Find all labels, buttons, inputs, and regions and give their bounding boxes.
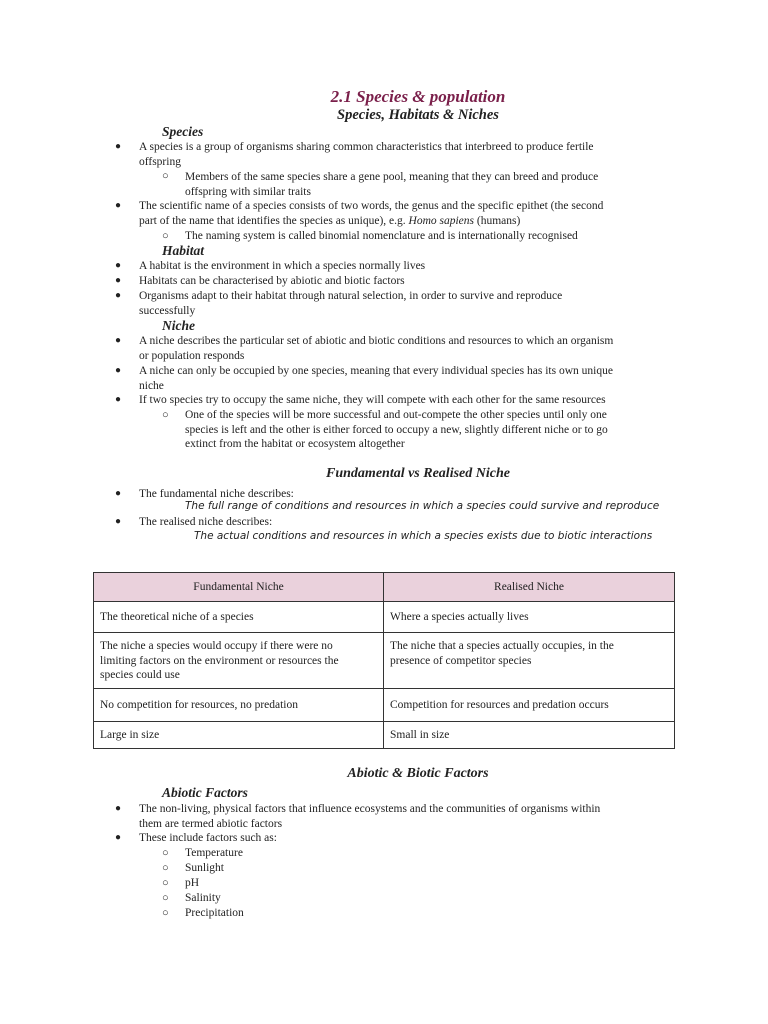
- niche-bullet-2: A niche can only be occupied by one species, meaning that every individual species has its own unique niche: [139, 365, 613, 392]
- table-cell: Competition for resources and predation occurs: [384, 689, 675, 722]
- table-cell: The niche a species would occupy if there were no limiting factors on the environment or resources the species could use: [94, 633, 384, 689]
- species-heading: Species: [162, 124, 204, 139]
- bullet: ●: [115, 141, 122, 152]
- table-cell: Large in size: [94, 722, 384, 749]
- niche-bullet-1: A niche describes the particular set of abiotic and biotic conditions and resources to which an organism or population responds: [139, 335, 614, 362]
- table-header-realised: Realised Niche: [384, 573, 675, 602]
- niche-comparison-table: [93, 572, 675, 749]
- abiotic-biotic-heading: Abiotic & Biotic Factors: [347, 766, 489, 781]
- sub-bullet: ○: [162, 907, 169, 919]
- table-row: [94, 689, 675, 722]
- factor-item: Salinity: [185, 892, 221, 904]
- abiotic-bullet-1: The non-living, physical factors that influence ecosystems and the communities of organisms within them are termed abiotic factors: [139, 803, 601, 830]
- realised-definition: The actual conditions and resources in which a species exists due to biotic interactions: [194, 530, 653, 542]
- niche-bullet-3: If two species try to occupy the same niche, they will compete with each other for the same resources: [139, 394, 606, 406]
- bullet: ●: [115, 275, 122, 286]
- bullet: ●: [115, 832, 122, 843]
- habitat-bullet-2: Habitats can be characterised by abiotic and biotic factors: [139, 275, 405, 287]
- fundamental-definition: The full range of conditions and resources in which a species could survive and reproduce: [185, 500, 660, 512]
- bullet: ●: [115, 335, 122, 346]
- species-bullet-2: The scientific name of a species consists of two words, the genus and the specific epithet (the second part of the name that identifies the species as unique), e.g. Homo sapiens (humans): [139, 200, 604, 227]
- sub-bullet: ○: [162, 877, 169, 889]
- table-cell: Small in size: [384, 722, 675, 749]
- fundamental-heading: Fundamental vs Realised Niche: [326, 466, 510, 481]
- factor-item: Precipitation: [185, 907, 244, 919]
- factor-item: Temperature: [185, 847, 243, 859]
- bullet: ●: [115, 516, 122, 527]
- table-row: [94, 633, 675, 689]
- table-row: [94, 722, 675, 749]
- bullet: ●: [115, 365, 122, 376]
- habitat-heading: Habitat: [162, 243, 205, 258]
- species-sub-bullet-1: Members of the same species share a gene pool, meaning that they can breed and produce offspring with similar traits: [185, 171, 599, 198]
- bullet: ●: [115, 260, 122, 271]
- factor-item: pH: [185, 877, 200, 889]
- sub-bullet: ○: [162, 847, 169, 859]
- abiotic-bullet-2: These include factors such as:: [139, 832, 277, 844]
- page-title: 2.1 Species & population: [330, 87, 506, 106]
- sub-bullet: ○: [162, 409, 169, 421]
- sub-bullet: ○: [162, 170, 169, 182]
- species-bullet-1: A species is a group of organisms sharing common characteristics that interbreed to produce fertile offspring: [139, 141, 594, 168]
- bullet: ●: [115, 803, 122, 814]
- sub-bullet: ○: [162, 862, 169, 874]
- fundamental-bullet: The fundamental niche describes:: [139, 488, 294, 500]
- table-row: [94, 602, 675, 633]
- niche-sub-bullet: One of the species will be more successful and out-compete the other species until only one species is left and the other is either forced to occupy a new, slightly different niche or to go extinct from the habitat or ecosystem altogether: [185, 409, 608, 450]
- species-sub-bullet-2: The naming system is called binomial nomenclature and is internationally recognised: [185, 230, 578, 242]
- bullet: ●: [115, 488, 122, 499]
- realised-bullet: The realised niche describes:: [139, 516, 273, 528]
- sub-bullet: ○: [162, 230, 169, 242]
- table-header-fundamental: Fundamental Niche: [94, 573, 384, 602]
- bullet: ●: [115, 200, 122, 211]
- table-cell: No competition for resources, no predation: [94, 689, 384, 722]
- niche-heading: Niche: [162, 318, 195, 333]
- factor-item: Sunlight: [185, 862, 224, 874]
- table-header-row: [94, 573, 675, 602]
- abiotic-factors-heading: Abiotic Factors: [162, 785, 248, 800]
- bullet: ●: [115, 290, 122, 301]
- sub-bullet: ○: [162, 892, 169, 904]
- habitat-bullet-1: A habitat is the environment in which a species normally lives: [139, 260, 426, 272]
- table-cell: The theoretical niche of a species: [94, 602, 384, 633]
- bullet: ●: [115, 394, 122, 405]
- table-cell: The niche that a species actually occupies, in the presence of competitor species: [384, 633, 675, 689]
- table-cell: Where a species actually lives: [384, 602, 675, 633]
- page-subtitle: Species, Habitats & Niches: [337, 107, 499, 123]
- habitat-bullet-3: Organisms adapt to their habitat through natural selection, in order to survive and reproduce successfully: [139, 290, 563, 317]
